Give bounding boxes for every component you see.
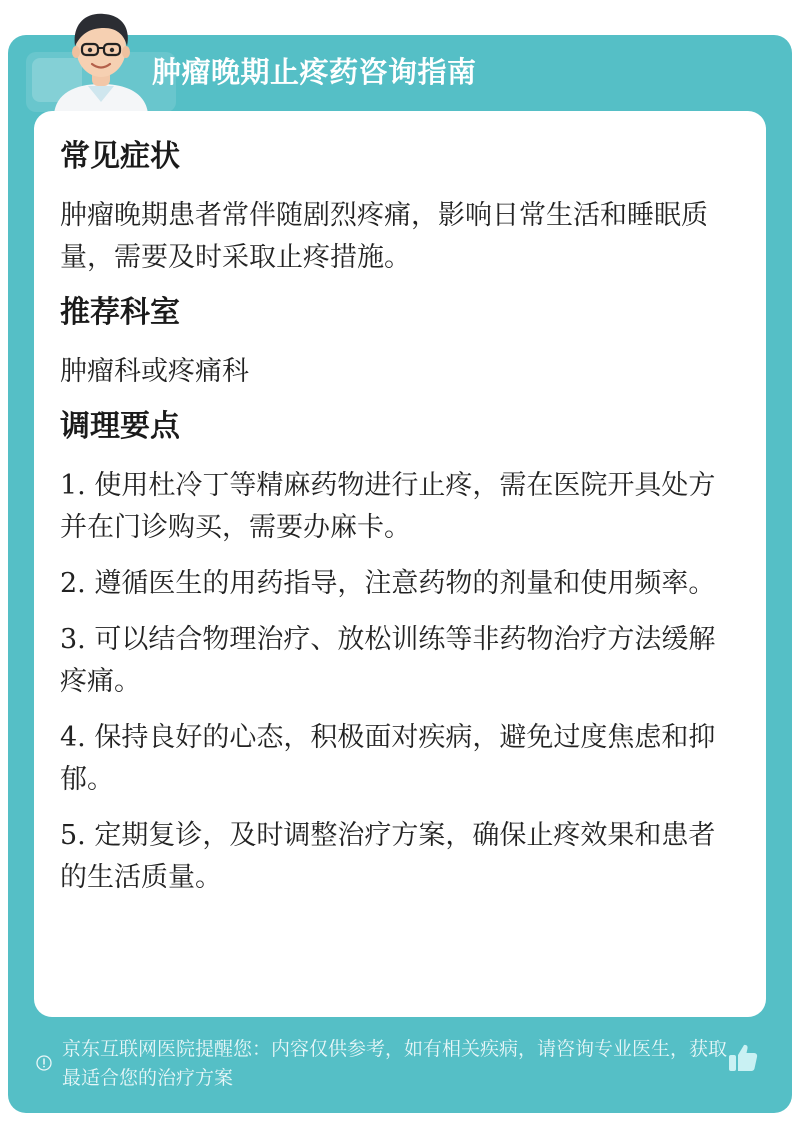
symptoms-text: 肿瘤晚期患者常伴随剧烈疼痛，影响日常生活和睡眠质量，需要及时采取止疼措施。: [60, 200, 708, 273]
page-title: 肿瘤晚期止疼药咨询指南: [152, 55, 477, 89]
thumbs-up-icon[interactable]: [727, 1042, 759, 1074]
care-item: 1. 使用杜冷丁等精麻药物进行止疼，需在医院开具处方并在门诊购买，需要办麻卡。: [60, 470, 716, 543]
content-card: [34, 111, 766, 1017]
care-title: 调理要点: [60, 409, 180, 444]
disclaimer-text: 京东互联网医院提醒您：内容仅供参考，如有相关疾病，请咨询专业医生，获取最适合您的治疗方案: [62, 1038, 728, 1089]
care-item: 2. 遵循医生的用药指导，注意药物的剂量和使用频率。: [60, 568, 716, 599]
department-text: 肿瘤科或疼痛科: [60, 356, 249, 387]
symptoms-title: 常见症状: [60, 139, 180, 174]
care-item: 5. 定期复诊，及时调整治疗方案，确保止疼效果和患者的生活质量。: [60, 820, 716, 893]
care-item: 3. 可以结合物理治疗、放松训练等非药物治疗方法缓解疼痛。: [60, 624, 716, 697]
doctor-avatar: [46, 6, 156, 114]
department-title: 推荐科室: [60, 295, 180, 330]
care-item: 4. 保持良好的心态，积极面对疾病，避免过度焦虑和抑郁。: [60, 722, 716, 795]
info-icon: [36, 1055, 52, 1071]
